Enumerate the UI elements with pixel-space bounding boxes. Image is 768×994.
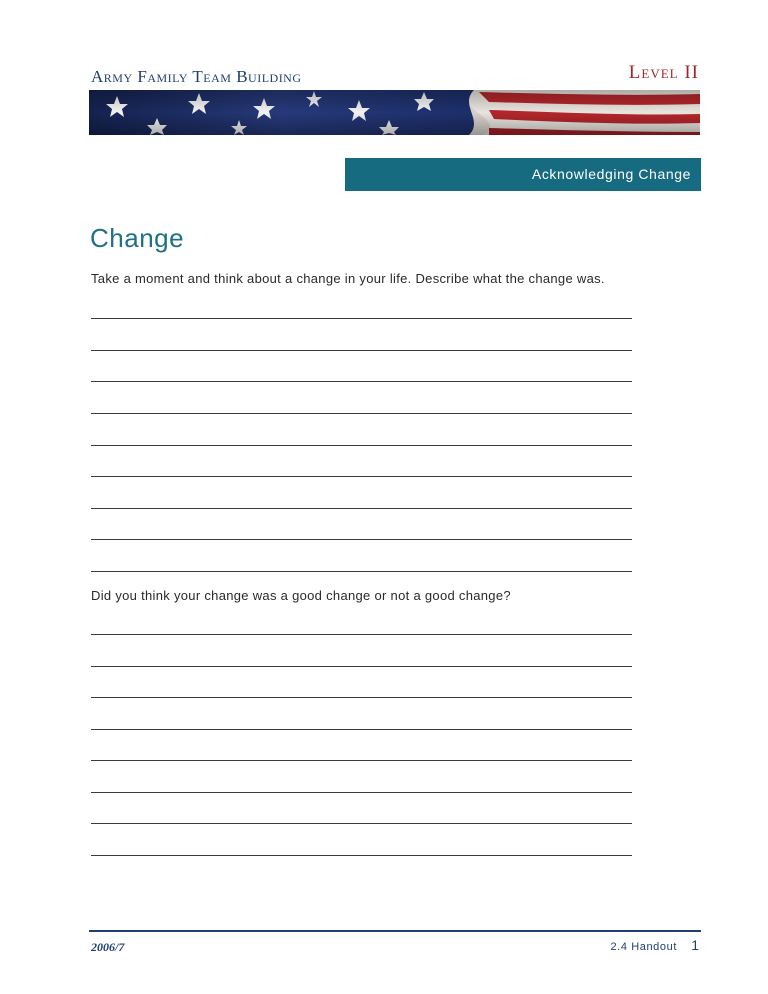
answer-line[interactable] [91,318,632,319]
footer-handout-ref: 2.4 Handout [610,941,677,953]
answer-line[interactable] [91,381,632,382]
prompt-good-change: Did you think your change was a good change or not a good change? [91,588,511,603]
answer-line[interactable] [91,697,632,698]
answer-line[interactable] [91,792,632,793]
page-title: Change [90,223,185,253]
footer-divider [89,930,701,932]
answer-line[interactable] [91,729,632,730]
page-number: 1 [691,937,699,953]
answer-line[interactable] [91,508,632,509]
answer-line[interactable] [91,634,632,635]
answer-line[interactable] [91,666,632,667]
answer-line[interactable] [91,823,632,824]
section-banner: Acknowledging Change [345,158,701,191]
answer-line[interactable] [91,413,632,414]
answer-line[interactable] [91,350,632,351]
answer-line[interactable] [91,760,632,761]
footer-date: 2006/7 [91,940,125,954]
answer-line[interactable] [91,539,632,540]
answer-line[interactable] [91,476,632,477]
level-label: Level II [628,62,699,83]
prompt-describe-change: Take a moment and think about a change in your life. Describe what the change was. [91,271,605,286]
answer-line[interactable] [91,571,632,572]
flag-banner-image [89,90,700,135]
org-title: Army Family Team Building [91,67,302,86]
answer-line[interactable] [91,445,632,446]
answer-line[interactable] [91,855,632,856]
